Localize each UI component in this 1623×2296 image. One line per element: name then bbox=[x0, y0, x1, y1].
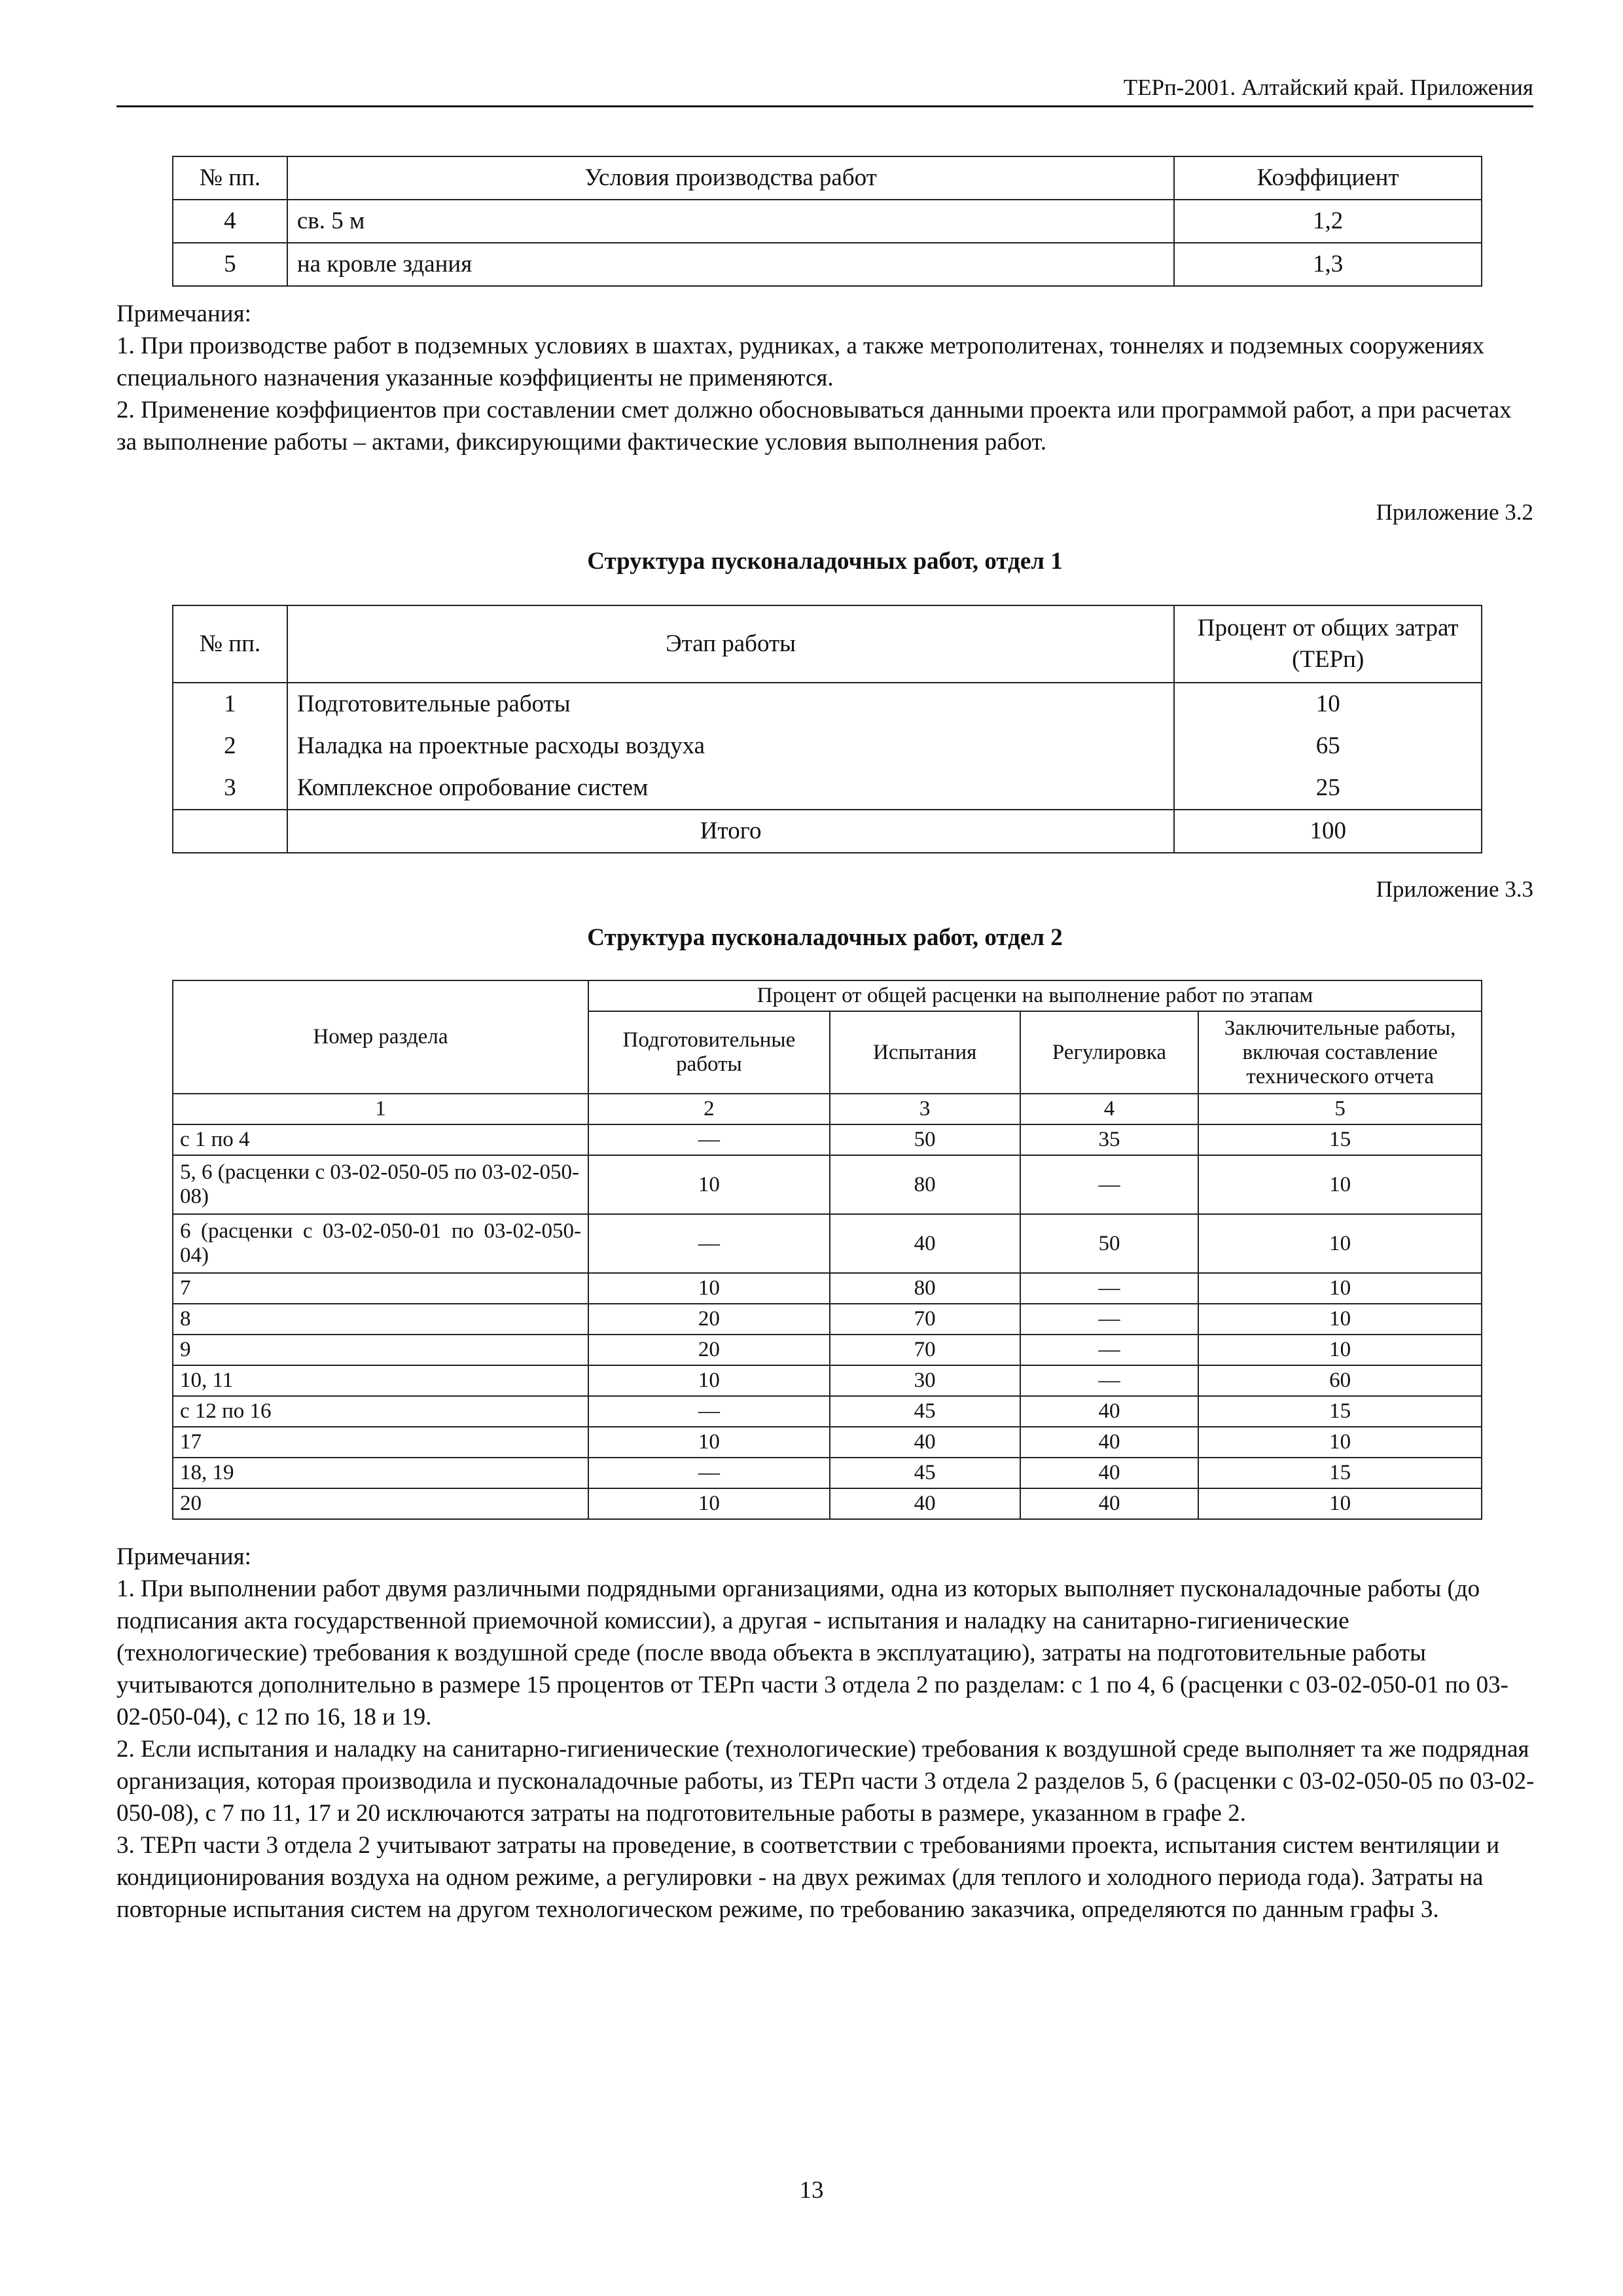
note-item: 1. При выполнении работ двумя различными подрядными организациями, одна из которых выполняет пусконаладочные работы (до подписания акта государственной приемочной комиссии), а другая - испытания и наладку на санитарно-гигиенические (технологические) требования к воздушной среде (после ввода объекта в эксплуатацию), затраты на подготовительные работы учитываются дополнительно в размере 15 процентов от ТЕРп части 3 отдела 2 по разделам: с 1 по 4, 6 (расценки с 03-02-050-01 по 03-02-050-04), с 12 по 16, 18 и 19. bbox=[116, 1575, 1508, 1731]
total-row bbox=[173, 810, 1482, 853]
column-header: Испытания bbox=[830, 1011, 1020, 1094]
table-cell: 40 bbox=[1020, 1396, 1199, 1427]
table-cell: 1 bbox=[173, 683, 287, 725]
note-item: 1. При производстве работ в подземных условиях в шахтах, рудниках, а также метрополитенах, тоннелях и подземных сооружениях специального назначения указанные коэффициенты не применяются. bbox=[116, 332, 1485, 391]
table-title: Структура пусконаладочных работ, отдел 1 bbox=[587, 548, 1063, 575]
column-header: Заключительные работы, включая составление технического отчета bbox=[1198, 1011, 1482, 1094]
table-cell: — bbox=[1020, 1365, 1199, 1396]
note-item: 2. Применение коэффициентов при составлении смет должно обосновываться данными проекта или программой работ, а при расчетах за выполнение работы – актами, фиксирующими фактические условия выполнения работ. bbox=[116, 397, 1512, 456]
table-cell: — bbox=[588, 1124, 830, 1155]
table-row bbox=[173, 1335, 1482, 1365]
table-cell: 20 bbox=[173, 1488, 588, 1519]
table-cell: 10 bbox=[1198, 1335, 1482, 1365]
sections-table bbox=[172, 980, 1482, 1520]
table-cell: 70 bbox=[830, 1335, 1020, 1365]
table-cell: 15 bbox=[1198, 1124, 1482, 1155]
table-cell: 10 bbox=[1198, 1488, 1482, 1519]
table-cell: 10 bbox=[1174, 683, 1482, 725]
table-row bbox=[173, 243, 1482, 286]
column-header: Подготовительные работы bbox=[588, 1011, 830, 1094]
table-cell: 10 bbox=[1198, 1273, 1482, 1304]
table-cell: 10 bbox=[1198, 1155, 1482, 1214]
table-cell: с 1 по 4 bbox=[173, 1124, 588, 1155]
total-label: Итого bbox=[287, 810, 1175, 853]
table-cell: 40 bbox=[1020, 1427, 1199, 1458]
table-cell: св. 5 м bbox=[287, 200, 1174, 243]
table-header-row bbox=[173, 980, 1482, 1011]
coefficient-table bbox=[172, 156, 1482, 287]
table-row bbox=[173, 200, 1482, 243]
notes-title: Примечания: bbox=[116, 1543, 251, 1570]
table-cell: 40 bbox=[830, 1488, 1020, 1519]
column-header: № пп. bbox=[173, 605, 287, 683]
table-row bbox=[173, 1488, 1482, 1519]
table-cell: 45 bbox=[830, 1396, 1020, 1427]
table-cell: Подготовительные работы bbox=[287, 683, 1175, 725]
column-header: Этап работы bbox=[287, 605, 1175, 683]
table-cell: 10 bbox=[588, 1427, 830, 1458]
table-cell: 15 bbox=[1198, 1396, 1482, 1427]
page-number: 13 bbox=[799, 2177, 824, 2204]
table-cell: 10 bbox=[588, 1488, 830, 1519]
appendix-label: Приложение 3.2 bbox=[1376, 499, 1533, 525]
table-row bbox=[173, 1427, 1482, 1458]
column-number: 3 bbox=[830, 1094, 1020, 1124]
column-header: № пп. bbox=[173, 156, 287, 200]
table-cell: — bbox=[1020, 1273, 1199, 1304]
table-cell: 2 bbox=[173, 725, 287, 767]
table-cell: — bbox=[1020, 1304, 1199, 1335]
table-cell bbox=[173, 810, 287, 853]
column-number: 2 bbox=[588, 1094, 830, 1124]
table-cell: — bbox=[588, 1214, 830, 1273]
table-cell: 40 bbox=[1020, 1458, 1199, 1488]
column-number: 1 bbox=[173, 1094, 588, 1124]
table-cell: 5, 6 (расценки с 03-02-050-05 по 03-02-050-08) bbox=[173, 1155, 588, 1214]
table-cell: 80 bbox=[830, 1273, 1020, 1304]
table-cell: 4 bbox=[173, 200, 287, 243]
table-row bbox=[173, 767, 1482, 810]
table-cell: 35 bbox=[1020, 1124, 1199, 1155]
table-row bbox=[173, 1214, 1482, 1273]
running-header: ТЕРп-2001. Алтайский край. Приложения bbox=[1123, 75, 1533, 100]
table-cell: 30 bbox=[830, 1365, 1020, 1396]
table-cell: Наладка на проектные расходы воздуха bbox=[287, 725, 1175, 767]
table-cell: 60 bbox=[1198, 1365, 1482, 1396]
table-row bbox=[173, 1458, 1482, 1488]
table-row bbox=[173, 1396, 1482, 1427]
table-cell: 40 bbox=[830, 1214, 1020, 1273]
column-number: 5 bbox=[1198, 1094, 1482, 1124]
table-cell: 20 bbox=[588, 1335, 830, 1365]
column-number-row bbox=[173, 1094, 1482, 1124]
note-item: 3. ТЕРп части 3 отдела 2 учитывают затраты на проведение, в соответствии с требованиями проекта, испытания систем вентиляции и кондиционирования воздуха на одном режиме, а регулировки - на двух режимах (для теплого и холодного периода года). Затраты на повторные испытания систем на другом технологическом режиме, по требованию заказчика, определяются по данным графы 3. bbox=[116, 1832, 1500, 1923]
table-header-row bbox=[173, 156, 1482, 200]
table-cell: 65 bbox=[1174, 725, 1482, 767]
table-cell: 10, 11 bbox=[173, 1365, 588, 1396]
table-cell: 17 bbox=[173, 1427, 588, 1458]
table-cell: 10 bbox=[588, 1273, 830, 1304]
table-row bbox=[173, 725, 1482, 767]
table-cell: 18, 19 bbox=[173, 1458, 588, 1488]
table-row bbox=[173, 1273, 1482, 1304]
table-cell: Комплексное опробование систем bbox=[287, 767, 1175, 810]
table-cell: 15 bbox=[1198, 1458, 1482, 1488]
table-cell: 6 (расценки с 03-02-050-01 по 03-02-050-04) bbox=[173, 1214, 588, 1273]
table-cell: 50 bbox=[830, 1124, 1020, 1155]
table-cell: — bbox=[1020, 1155, 1199, 1214]
table-row bbox=[173, 1365, 1482, 1396]
table-row bbox=[173, 1124, 1482, 1155]
table-cell: 45 bbox=[830, 1458, 1020, 1488]
table-cell: 8 bbox=[173, 1304, 588, 1335]
column-header: Номер раздела bbox=[173, 980, 588, 1094]
header-rule bbox=[116, 105, 1533, 107]
table-cell: 1,3 bbox=[1174, 243, 1482, 286]
table-cell: 3 bbox=[173, 767, 287, 810]
table-cell: 7 bbox=[173, 1273, 588, 1304]
table-cell: 20 bbox=[588, 1304, 830, 1335]
table-cell: 10 bbox=[1198, 1304, 1482, 1335]
table-row bbox=[173, 1155, 1482, 1214]
table-cell: 9 bbox=[173, 1335, 588, 1365]
table-cell: 40 bbox=[830, 1427, 1020, 1458]
column-header: Условия производства работ bbox=[287, 156, 1174, 200]
table-cell: 10 bbox=[588, 1365, 830, 1396]
table-cell: 40 bbox=[1020, 1488, 1199, 1519]
table-cell: 5 bbox=[173, 243, 287, 286]
table-cell: 25 bbox=[1174, 767, 1482, 810]
table-header-row bbox=[173, 605, 1482, 683]
appendix-label: Приложение 3.3 bbox=[1376, 876, 1533, 902]
table-cell: — bbox=[588, 1396, 830, 1427]
table-cell: 50 bbox=[1020, 1214, 1199, 1273]
column-header: Регулировка bbox=[1020, 1011, 1199, 1094]
table-cell: 70 bbox=[830, 1304, 1020, 1335]
notes-block bbox=[116, 298, 1537, 458]
column-header: Процент от общих затрат (ТЕРп) bbox=[1174, 605, 1482, 683]
notes-block bbox=[116, 1541, 1537, 1926]
stages-table bbox=[172, 605, 1482, 853]
note-item: 2. Если испытания и наладку на санитарно-гигиенические (технологические) требования к воздушной среде выполняет та же подрядная организация, которая производила и пусконаладочные работы, из ТЕРп части 3 отдела 2 разделов 5, 6 (расценки с 03-02-050-05 по 03-02-050-08), с 7 по 11, 17 и 20 исключаются затраты на подготовительные работы в размере, указанном в графе 2. bbox=[116, 1736, 1535, 1827]
table-cell: 1,2 bbox=[1174, 200, 1482, 243]
table-cell: с 12 по 16 bbox=[173, 1396, 588, 1427]
table-cell: на кровле здания bbox=[287, 243, 1174, 286]
table-cell: 10 bbox=[1198, 1214, 1482, 1273]
table-title: Структура пусконаладочных работ, отдел 2 bbox=[587, 924, 1063, 951]
table-row bbox=[173, 1304, 1482, 1335]
column-number: 4 bbox=[1020, 1094, 1199, 1124]
column-group-header: Процент от общей расценки на выполнение работ по этапам bbox=[588, 980, 1482, 1011]
table-cell: — bbox=[1020, 1335, 1199, 1365]
notes-title: Примечания: bbox=[116, 300, 251, 327]
table-cell: — bbox=[588, 1458, 830, 1488]
column-header: Коэффициент bbox=[1174, 156, 1482, 200]
table-cell: 10 bbox=[1198, 1427, 1482, 1458]
table-row bbox=[173, 683, 1482, 725]
total-value: 100 bbox=[1174, 810, 1482, 853]
table-cell: 10 bbox=[588, 1155, 830, 1214]
table-cell: 80 bbox=[830, 1155, 1020, 1214]
